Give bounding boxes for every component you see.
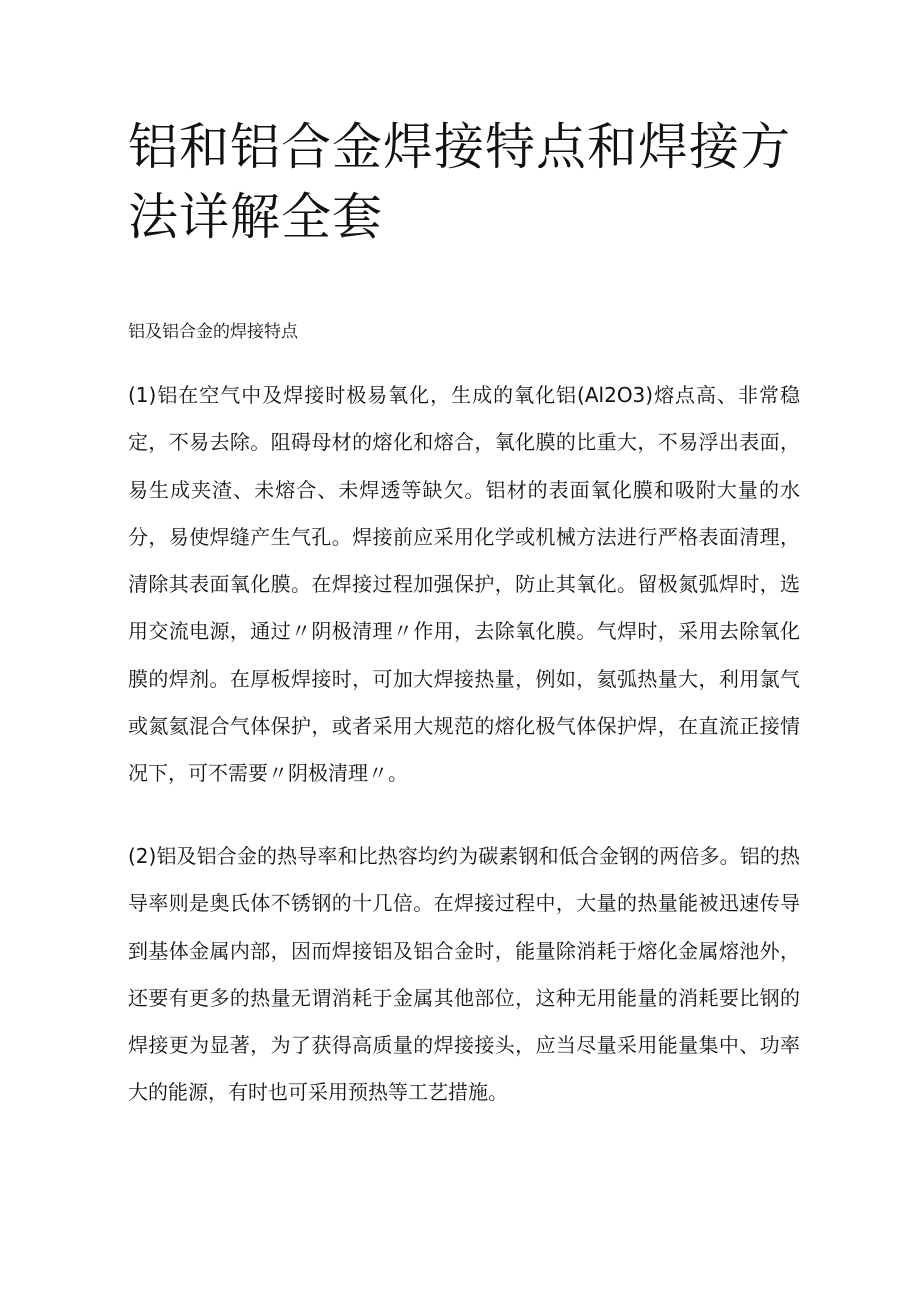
document-title: 铝和铝合金焊接特点和焊接方法详解全套 <box>128 118 791 246</box>
paragraph-oxidation: (1)铝在空气中及焊接时极易氧化，生成的氧化铝(Al2O3)熔点高、非常稳定，不易去除。阻碍母材的熔化和熔合，氧化膜的比重大，不易浮出表面，易生成夹渣、未熔合、未焊透等缺欠。铝材的表面氧化膜和吸附大量的水分，易使焊缝产生气孔。焊接前应采用化学或机械方法进行严格表面清理，清除其表面氧化膜。在焊接过程加强保护，防止其氧化。留极氮弧焊时，选用交流电源，通过〃阴极清理〃作用，去除氧化膜。气焊时，采用去除氧化膜的焊剂。在厚板焊接时，可加大焊接热量，例如，氦弧热量大，利用氯气或氮氦混合气体保护，或者采用大规范的熔化极气体保护焊，在直流正接情况下，可不需要〃阴极清理〃。 <box>128 383 800 786</box>
paragraph-thermal-conductivity: (2)铝及铝合金的热导率和比热容均约为碳素钢和低合金钢的两倍多。铝的热导率则是奥氏体不锈钢的十几倍。在焊接过程中，大量的热量能被迅速传导到基体金属内部，因而焊接铝及铝合金时，能量除消耗于熔化金属熔池外，还要有更多的热量无谓消耗于金属其他部位，这种无用能量的消耗要比钢的焊接更为显著，为了获得高质量的焊接接头，应当尽量采用能量集中、功率大的能源，有时也可采用预热等工艺措施。 <box>128 844 800 1105</box>
section-heading: 铝及铝合金的焊接特点 <box>128 322 298 342</box>
